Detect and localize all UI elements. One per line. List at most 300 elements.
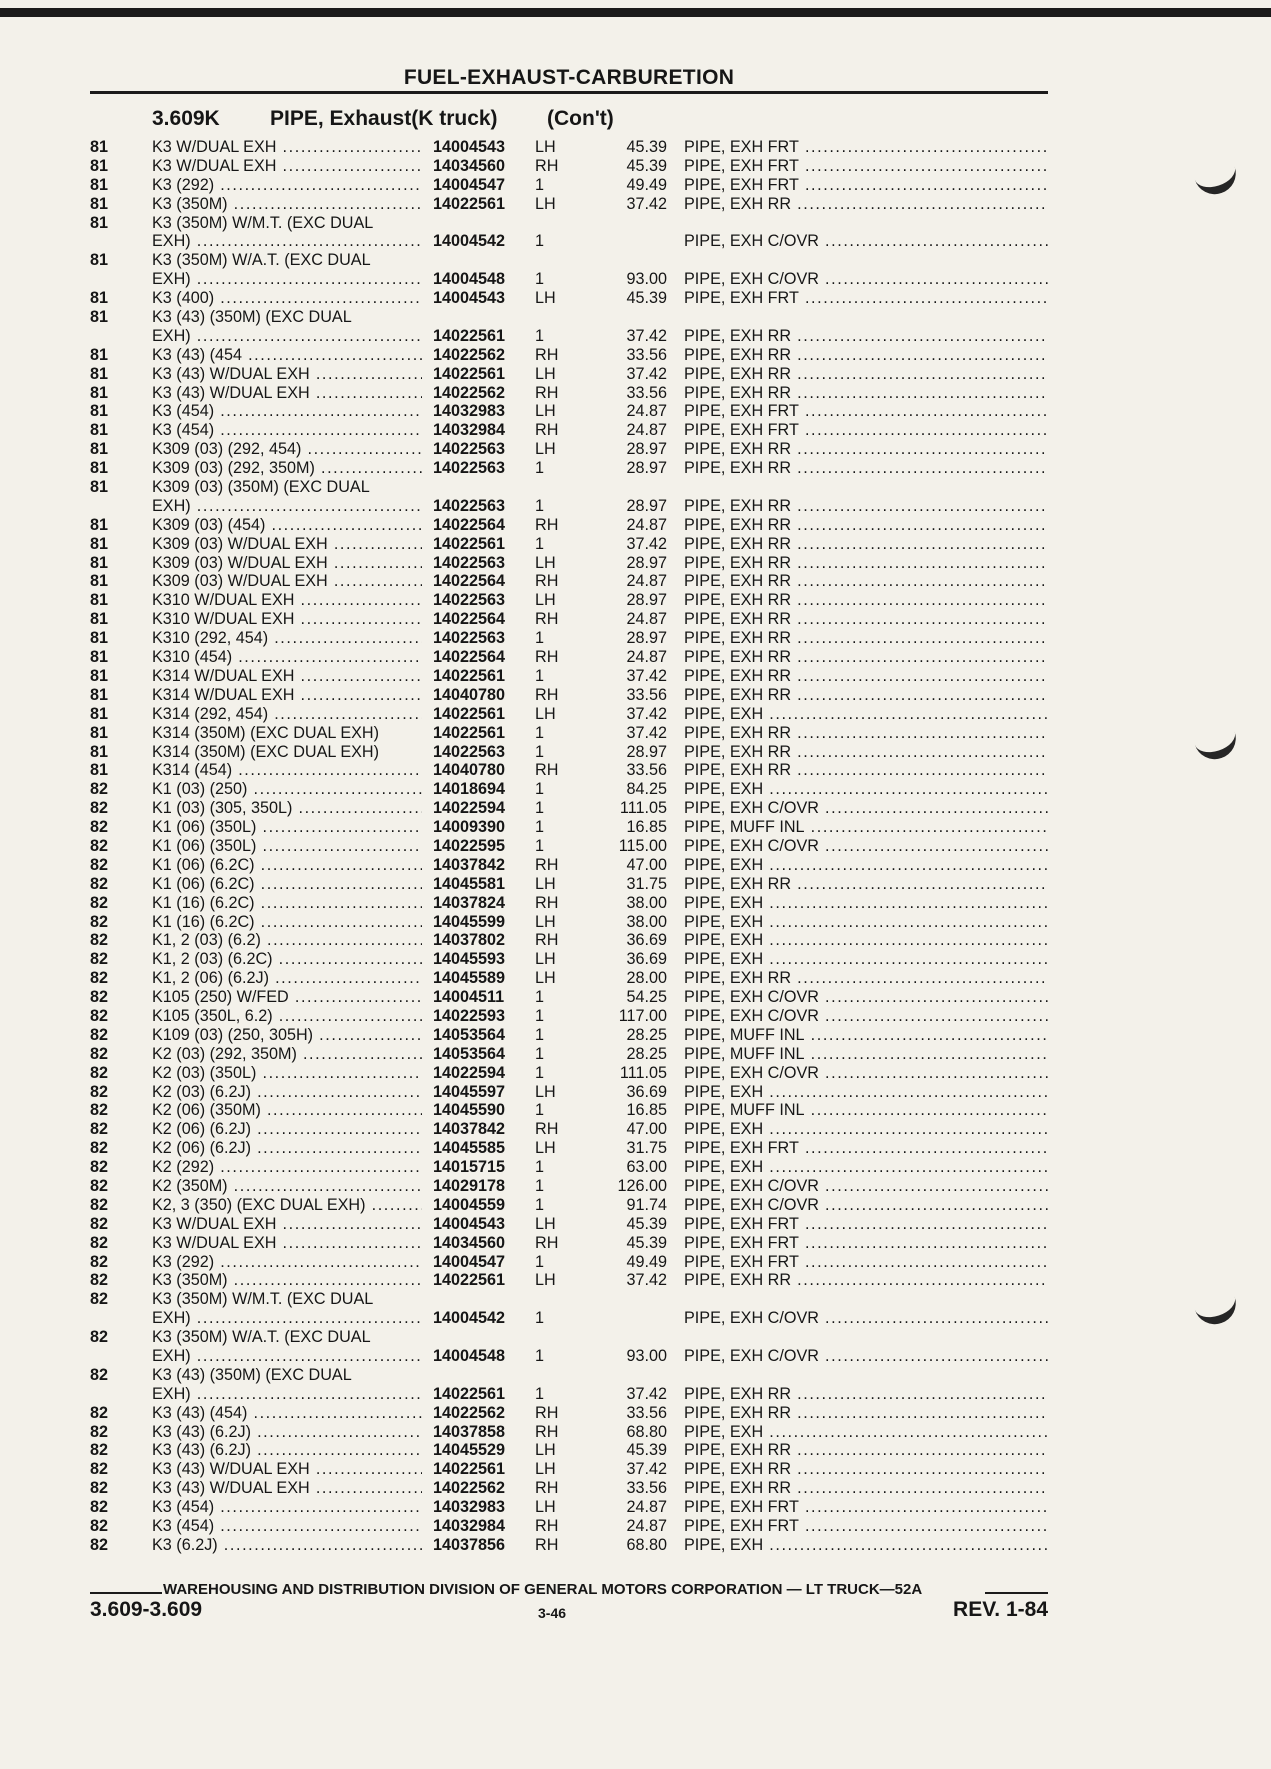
price: 37.42 (626, 364, 667, 383)
part-number: 14022562 (433, 1479, 506, 1498)
part-number: 14040780 (433, 761, 506, 780)
part-description: PIPE, EXH RR ..... (684, 686, 1048, 705)
price: 36.69 (626, 931, 667, 950)
part-description: PIPE, EXH FRT ..... (684, 1253, 1048, 1272)
price: 28.25 (626, 1025, 667, 1044)
part-number: 14004559 (433, 1195, 506, 1214)
parts-row (90, 1177, 1048, 1196)
price: 93.00 (626, 270, 667, 289)
application: K2, 3 (350) (EXC DUAL EXH) ..... (152, 1196, 422, 1215)
quantity: RH (535, 1479, 559, 1498)
part-number: 14032983 (433, 1498, 506, 1517)
part-number: 14022561 (433, 364, 506, 383)
group-header (152, 107, 614, 131)
footer-division-line: WAREHOUSING AND DISTRIBUTION DIVISION OF GENERAL MOTORS CORPORATION — LT TRUCK—52A (163, 1581, 923, 1598)
part-description: PIPE, EXH RR ..... (684, 346, 1048, 365)
parts-row (90, 1007, 1048, 1026)
part-number: 14004511 (433, 988, 505, 1007)
part-number: 14032983 (433, 402, 506, 421)
application: K309 (03) (454) ..... (152, 516, 422, 535)
part-description: PIPE, EXH RR ..... (684, 969, 1048, 988)
application: K3 (43) (350M) (EXC DUAL (152, 308, 352, 327)
application: K314 (454) ..... (152, 761, 422, 780)
part-number: 14045593 (433, 950, 506, 969)
price: 54.25 (626, 988, 667, 1007)
price: 28.25 (626, 1044, 667, 1063)
part-number: 14022562 (433, 345, 506, 364)
fig-number: 82 (90, 1025, 109, 1044)
quantity: LH (535, 1271, 556, 1290)
title-rule (90, 91, 1048, 94)
fig-number: 82 (90, 1063, 109, 1082)
part-number: 14045529 (433, 1441, 506, 1460)
part-number: 14004547 (433, 175, 506, 194)
parts-row (90, 1026, 1048, 1045)
application: K1 (03) (305, 350L) ..... (152, 799, 422, 818)
parts-row (90, 1064, 1048, 1083)
part-number: 14045585 (433, 1139, 506, 1158)
fig-number: 81 (90, 194, 109, 213)
application: K3 (292) ..... (152, 1253, 422, 1272)
part-number: 14022561 (433, 1460, 506, 1479)
quantity: LH (535, 1214, 556, 1233)
parts-row (90, 686, 1048, 705)
fig-number: 82 (90, 1044, 109, 1063)
top-rule (0, 8, 1271, 17)
quantity: LH (535, 1441, 556, 1460)
fig-number: 81 (90, 534, 109, 553)
fig-number: 82 (90, 1120, 109, 1139)
fig-number: 82 (90, 1176, 109, 1195)
fig-number: 82 (90, 1441, 109, 1460)
application: K3 W/DUAL EXH ..... (152, 1215, 422, 1234)
application: K314 (292, 454) ..... (152, 705, 422, 724)
application: K314 W/DUAL EXH ..... (152, 667, 422, 686)
part-description: PIPE, EXH C/OVR ..... (684, 270, 1048, 289)
part-description: PIPE, MUFF INL ..... (684, 1101, 1048, 1120)
parts-row (90, 856, 1048, 875)
fig-number: 81 (90, 572, 109, 591)
price: 36.69 (626, 950, 667, 969)
application: K1, 2 (03) (6.2) ..... (152, 931, 422, 950)
application: K310 W/DUAL EXH ..... (152, 591, 422, 610)
fig-number: 81 (90, 383, 109, 402)
price: 28.00 (626, 969, 667, 988)
fig-number: 82 (90, 912, 109, 931)
parts-row (90, 913, 1048, 932)
quantity: RH (535, 515, 559, 534)
fig-number: 81 (90, 440, 109, 459)
parts-row (90, 232, 1048, 251)
quantity: LH (535, 1498, 556, 1517)
parts-row (90, 1498, 1048, 1517)
parts-row (90, 724, 1048, 743)
part-description: PIPE, EXH FRT ..... (684, 289, 1048, 308)
price: 45.39 (626, 156, 667, 175)
fig-number: 82 (90, 931, 109, 950)
fig-number: 81 (90, 213, 109, 232)
part-description: PIPE, EXH RR ..... (684, 761, 1048, 780)
part-description: PIPE, EXH RR ..... (684, 1479, 1048, 1498)
fig-number: 82 (90, 1233, 109, 1252)
parts-row (90, 629, 1048, 648)
fig-number: 81 (90, 478, 109, 497)
part-number: 14022595 (433, 836, 506, 855)
price: 47.00 (626, 1120, 667, 1139)
fig-number: 81 (90, 364, 109, 383)
parts-row (90, 1196, 1048, 1215)
part-description: PIPE, EXH ..... (684, 705, 1048, 724)
part-number: 14037858 (433, 1422, 506, 1441)
price: 115.00 (618, 836, 667, 855)
quantity: LH (535, 591, 556, 610)
parts-row (90, 743, 1048, 762)
price: 24.87 (626, 610, 667, 629)
quantity: LH (535, 553, 556, 572)
price: 31.75 (626, 874, 667, 893)
quantity: 1 (535, 1195, 545, 1214)
parts-row (90, 1385, 1048, 1404)
part-description: PIPE, EXH C/OVR ..... (684, 1196, 1048, 1215)
quantity: RH (535, 855, 559, 874)
price: 45.39 (626, 138, 667, 156)
part-number: 14045581 (433, 874, 506, 893)
fig-number: 82 (90, 1365, 109, 1384)
parts-row (90, 1253, 1048, 1272)
part-description: PIPE, EXH FRT ..... (684, 138, 1048, 157)
part-description: PIPE, EXH RR ..... (684, 459, 1048, 478)
part-number: 14022563 (433, 742, 506, 761)
price: 33.56 (626, 383, 667, 402)
application: K3 (43) (350M) (EXC DUAL (152, 1365, 352, 1384)
part-description: PIPE, EXH RR ..... (684, 1460, 1048, 1479)
part-number: 14022593 (433, 1006, 506, 1025)
part-number: 14022561 (433, 704, 506, 723)
part-number: 14015715 (433, 1158, 506, 1177)
parts-row (90, 195, 1048, 214)
price: 31.75 (626, 1139, 667, 1158)
part-description: PIPE, EXH ..... (684, 913, 1048, 932)
part-number: 14004547 (433, 1252, 506, 1271)
parts-row (90, 1290, 1048, 1309)
part-number: 14037842 (433, 1120, 506, 1139)
parts-row (90, 1479, 1048, 1498)
quantity: LH (535, 969, 556, 988)
price: 24.87 (626, 421, 667, 440)
part-number: 14004543 (433, 289, 506, 308)
parts-row (90, 554, 1048, 573)
price: 33.56 (626, 761, 667, 780)
quantity: 1 (535, 1252, 545, 1271)
part-description: PIPE, EXH RR ..... (684, 554, 1048, 573)
quantity: LH (535, 138, 556, 156)
quantity: 1 (535, 270, 545, 289)
binder-hole-mark (1191, 1284, 1241, 1329)
price: 28.97 (626, 459, 667, 478)
part-description: PIPE, EXH ..... (684, 1423, 1048, 1442)
fig-number: 82 (90, 836, 109, 855)
parts-row (90, 1309, 1048, 1328)
parts-row (90, 1517, 1048, 1536)
application: K3 (454) ..... (152, 402, 422, 421)
application: K1 (06) (6.2C) ..... (152, 856, 422, 875)
price: 117.00 (618, 1006, 667, 1025)
part-description: PIPE, EXH ..... (684, 950, 1048, 969)
fig-number: 81 (90, 515, 109, 534)
fig-number: 82 (90, 1290, 109, 1309)
price: 16.85 (626, 818, 667, 837)
application: K1 (03) (250) ..... (152, 780, 422, 799)
part-number: 14045589 (433, 969, 506, 988)
quantity: LH (535, 874, 556, 893)
application: K1 (06) (6.2C) ..... (152, 875, 422, 894)
part-description: PIPE, EXH RR ..... (684, 516, 1048, 535)
price: 28.97 (626, 553, 667, 572)
application: K3 (350M) ..... (152, 195, 422, 214)
price: 38.00 (626, 912, 667, 931)
fig-number: 82 (90, 950, 109, 969)
price: 126.00 (617, 1176, 667, 1195)
part-description: PIPE, EXH RR ..... (684, 1385, 1048, 1404)
parts-row (90, 365, 1048, 384)
quantity: RH (535, 1233, 559, 1252)
parts-row (90, 875, 1048, 894)
part-description: PIPE, EXH ..... (684, 894, 1048, 913)
fig-number: 82 (90, 1517, 109, 1536)
quantity: RH (535, 572, 559, 591)
part-description: PIPE, EXH RR ..... (684, 875, 1048, 894)
parts-row (90, 516, 1048, 535)
part-description: PIPE, EXH C/OVR ..... (684, 1309, 1048, 1328)
price: 24.87 (626, 1517, 667, 1536)
fig-number: 81 (90, 308, 109, 327)
parts-row (90, 478, 1048, 497)
price: 49.49 (626, 175, 667, 194)
part-number: 14053564 (433, 1044, 506, 1063)
quantity: 1 (535, 1101, 545, 1120)
fig-number: 82 (90, 1271, 109, 1290)
application: K3 (6.2J) ..... (152, 1536, 422, 1555)
parts-row (90, 1271, 1048, 1290)
part-number: 14045590 (433, 1101, 506, 1120)
price: 111.05 (619, 1063, 667, 1082)
parts-row (90, 289, 1048, 308)
price: 84.25 (626, 780, 667, 799)
application: K309 (03) (292, 454) ..... (152, 440, 422, 459)
quantity: LH (535, 704, 556, 723)
price: 37.42 (626, 1384, 667, 1403)
parts-row (90, 1423, 1048, 1442)
part-description: PIPE, EXH FRT ..... (684, 157, 1048, 176)
quantity: LH (535, 950, 556, 969)
parts-row (90, 270, 1048, 289)
application: K3 (43) W/DUAL EXH ..... (152, 1460, 422, 1479)
fig-number: 81 (90, 591, 109, 610)
price: 28.97 (626, 629, 667, 648)
part-number: 14022561 (433, 1271, 506, 1290)
quantity: RH (535, 893, 559, 912)
fig-number: 82 (90, 988, 109, 1007)
parts-row (90, 1347, 1048, 1366)
application: K3 (454) ..... (152, 1498, 422, 1517)
application: K2 (292) ..... (152, 1158, 422, 1177)
quantity: 1 (535, 1309, 545, 1328)
quantity: LH (535, 194, 556, 213)
quantity: 1 (535, 1006, 545, 1025)
part-number: 14022563 (433, 459, 506, 478)
parts-row (90, 950, 1048, 969)
parts-row (90, 931, 1048, 950)
application: K309 (03) W/DUAL EXH ..... (152, 535, 422, 554)
application: EXH) ..... (152, 497, 422, 516)
quantity: LH (535, 1460, 556, 1479)
parts-row (90, 837, 1048, 856)
parts-row (90, 1328, 1048, 1347)
parts-row (90, 761, 1048, 780)
part-description: PIPE, EXH RR ..... (684, 610, 1048, 629)
parts-row (90, 799, 1048, 818)
application: K310 (292, 454) ..... (152, 629, 422, 648)
part-number: 14018694 (433, 780, 506, 799)
part-number: 14040780 (433, 685, 506, 704)
application: K3 (350M) W/A.T. (EXC DUAL (152, 1328, 371, 1347)
quantity: 1 (535, 1063, 545, 1082)
parts-row (90, 1120, 1048, 1139)
part-number: 14022562 (433, 383, 506, 402)
application: K3 (292) ..... (152, 176, 422, 195)
price: 91.74 (626, 1195, 667, 1214)
part-number: 14004548 (433, 1347, 506, 1365)
part-description: PIPE, EXH RR ..... (684, 629, 1048, 648)
fig-number: 81 (90, 704, 109, 723)
part-number: 14022561 (433, 723, 506, 742)
footer-rule-left (90, 1592, 162, 1594)
quantity: LH (535, 1139, 556, 1158)
price: 28.97 (626, 591, 667, 610)
part-number: 14022563 (433, 440, 506, 459)
price: 49.49 (626, 1252, 667, 1271)
price: 45.39 (626, 1214, 667, 1233)
part-number: 14029178 (433, 1176, 506, 1195)
part-number: 14037856 (433, 1535, 506, 1554)
parts-row (90, 667, 1048, 686)
quantity: 1 (535, 1176, 545, 1195)
price: 47.00 (626, 855, 667, 874)
part-description: PIPE, EXH FRT ..... (684, 1517, 1048, 1536)
part-number: 14034560 (433, 156, 506, 175)
price: 37.42 (626, 534, 667, 553)
price: 37.42 (626, 194, 667, 213)
parts-row (90, 402, 1048, 421)
application: K2 (03) (6.2J) ..... (152, 1083, 422, 1102)
quantity: 1 (535, 723, 545, 742)
fig-number: 81 (90, 666, 109, 685)
fig-number: 82 (90, 969, 109, 988)
parts-row (90, 346, 1048, 365)
application: K3 (400) ..... (152, 289, 422, 308)
fig-number: 82 (90, 855, 109, 874)
part-description: PIPE, EXH ..... (684, 1158, 1048, 1177)
part-description: PIPE, EXH RR ..... (684, 327, 1048, 346)
quantity: 1 (535, 780, 545, 799)
price: 36.69 (626, 1082, 667, 1101)
application: K2 (03) (350L) ..... (152, 1064, 422, 1083)
part-description: PIPE, EXH RR ..... (684, 591, 1048, 610)
fig-number: 81 (90, 761, 109, 780)
quantity: 1 (535, 459, 545, 478)
part-description: PIPE, EXH FRT ..... (684, 1139, 1048, 1158)
fig-number: 81 (90, 421, 109, 440)
part-description: PIPE, EXH ..... (684, 1083, 1048, 1102)
price: 16.85 (626, 1101, 667, 1120)
price: 24.87 (626, 402, 667, 421)
application: K3 W/DUAL EXH ..... (152, 138, 422, 157)
quantity: LH (535, 402, 556, 421)
parts-row (90, 421, 1048, 440)
quantity: LH (535, 364, 556, 383)
part-description: PIPE, EXH RR ..... (684, 497, 1048, 516)
part-description: PIPE, EXH RR ..... (684, 1404, 1048, 1423)
part-number: 14004548 (433, 270, 506, 289)
application: K3 (350M) W/M.T. (EXC DUAL (152, 213, 374, 232)
parts-row (90, 308, 1048, 327)
quantity: RH (535, 345, 559, 364)
quantity: RH (535, 156, 559, 175)
part-description: PIPE, EXH ..... (684, 931, 1048, 950)
part-description: PIPE, EXH ..... (684, 1120, 1048, 1139)
fig-number: 82 (90, 1498, 109, 1517)
parts-row (90, 1234, 1048, 1253)
part-number: 14053564 (433, 1025, 506, 1044)
part-number: 14022562 (433, 1403, 506, 1422)
fig-number: 82 (90, 799, 109, 818)
part-description: PIPE, EXH RR ..... (684, 365, 1048, 384)
application: K2 (06) (6.2J) ..... (152, 1139, 422, 1158)
parts-row (90, 327, 1048, 346)
parts-row (90, 1536, 1048, 1555)
quantity: 1 (535, 1384, 545, 1403)
application: K314 W/DUAL EXH ..... (152, 686, 422, 705)
parts-row (90, 610, 1048, 629)
part-number: 14004542 (433, 1309, 506, 1328)
price: 63.00 (626, 1158, 667, 1177)
parts-row (90, 384, 1048, 403)
parts-row (90, 780, 1048, 799)
fig-number: 82 (90, 1479, 109, 1498)
application: K314 (350M) (EXC DUAL EXH) (152, 723, 379, 742)
price: 37.42 (626, 704, 667, 723)
application: K1 (16) (6.2C) ..... (152, 913, 422, 932)
part-description: PIPE, EXH ..... (684, 1536, 1048, 1555)
quantity: 1 (535, 1025, 545, 1044)
application: K1 (06) (350L) ..... (152, 837, 422, 856)
quantity: RH (535, 648, 559, 667)
application: K3 (43) W/DUAL EXH ..... (152, 365, 422, 384)
group-continued: (Con't) (547, 107, 614, 130)
price: 37.42 (626, 326, 667, 345)
part-number: 14022563 (433, 553, 506, 572)
parts-row (90, 969, 1048, 988)
part-number: 14022561 (433, 194, 506, 213)
parts-row (90, 138, 1048, 157)
part-description: PIPE, MUFF INL ..... (684, 1045, 1048, 1064)
parts-row (90, 988, 1048, 1007)
application: K3 (43) (454 ..... (152, 346, 422, 365)
quantity: RH (535, 761, 559, 780)
part-number: 14004543 (433, 1214, 506, 1233)
price: 45.39 (626, 1233, 667, 1252)
price: 24.87 (626, 515, 667, 534)
